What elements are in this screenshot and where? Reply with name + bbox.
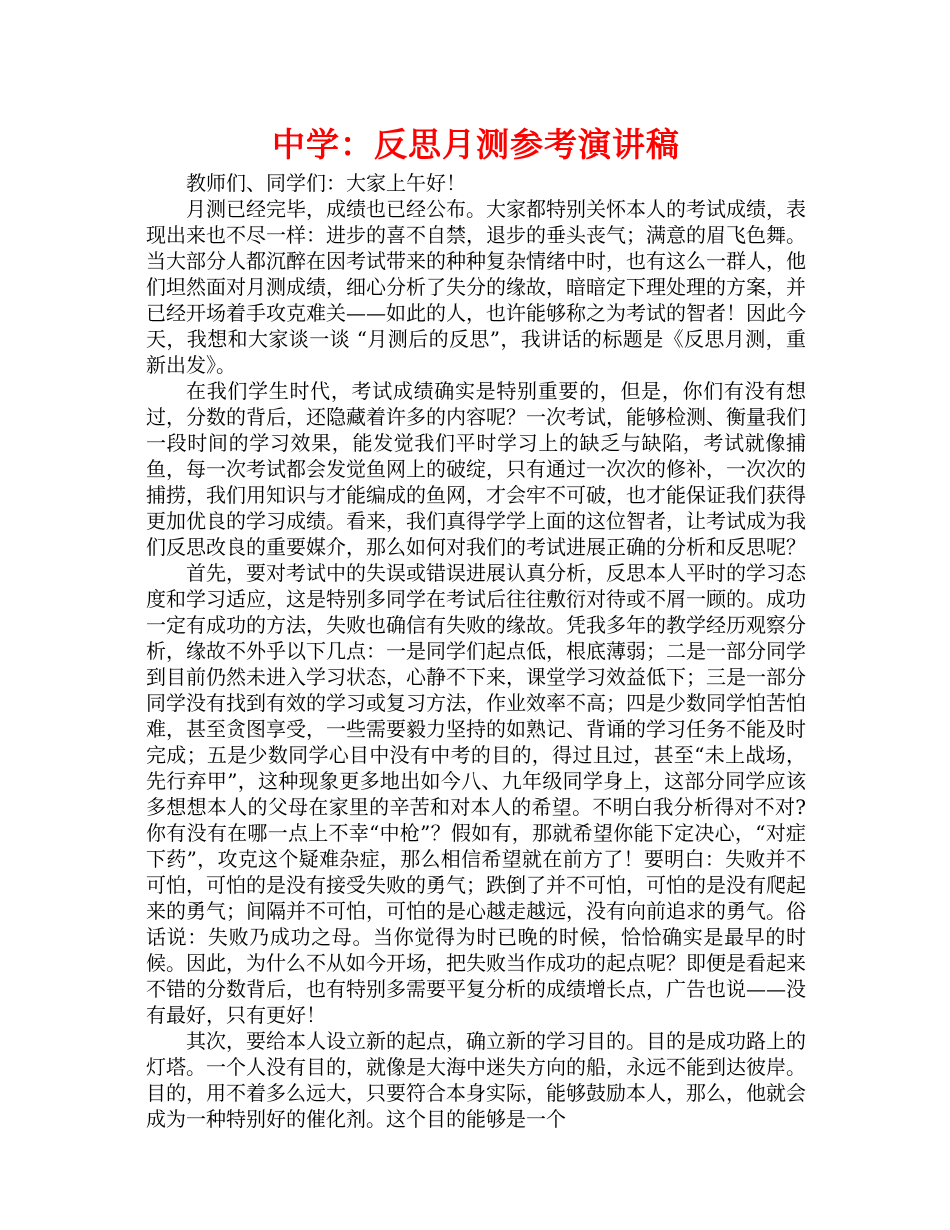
document-title: 中学：反思月测参考演讲稿 (272, 125, 680, 164)
paragraph-first-point: 首先，要对考试中的失误或错误进展认真分析，反思本人平时的学习态度和学习适应，这是特别多同学在考试后往往敷衍对待或不屑一顾的。成功一定有成功的方法，失败也确信有失败的缘故。凭我多年的教学经历观察分析，缘故不外乎以下几点：一是同学们起点低，根底薄弱；二是一部分同学到目前仍然未进入学习状态，心静不下来，课堂学习效益低下；三是一部分同学没有找到有效的学习或复习方法，作业效率不高；四是少数同学怕苦怕难，甚至贪图享受，一些需要毅力坚持的如熟记、背诵的学习任务不能及时完成；五是少数同学心目中没有中考的目的，得过且过，甚至“未上战场，先行弃甲”，这种现象更多地出如今八、九年级同学身上，这部分同学应该多想想本人的父母在家里的辛苦和对本人的希望。不明白我分析得对不对?你有没有在哪一点上不幸“中枪”？假如有，那就希望你能下定决心，“对症下药”，攻克这个疑难杂症，那么相信希望就在前方了！要明白：失败并不可怕，可怕的是没有接受失败的勇气；跌倒了并不可怕，可怕的是没有爬起来的勇气；间隔并不可怕，可怕的是心越走越远，没有向前追求的勇气。俗话说：失败乃成功之母。当你觉得为时已晚的时候，恰恰确实是最早的时候。因此，为什么不从如今开场，把失败当作成功的起点呢？即便是看起来不错的分数背后，也有特别多需要平复分析的成绩增长点，广告也说——没有最好，只有更好！ (146, 561, 806, 1027)
paragraph-intro: 月测已经完毕，成绩也已经公布。大家都特别关怀本人的考试成绩，表现出来也不尽一样：进步的喜不自禁，退步的垂头丧气；满意的眉飞色舞。当大部分人都沉醉在因考试带来的种种复杂情绪中时，也有这么一群人，他们坦然面对月测成绩，细心分析了失分的缘故，暗暗定下理处理的方案，并已经开场着手攻克难关——如此的人，也许能够称之为考试的智者！因此今天，我想和大家谈一谈 “月测后的反思”，我讲话的标题是《反思月测，重新出发》。 (146, 197, 806, 377)
paragraph-greeting: 教师们、同学们：大家上午好！ (186, 171, 466, 195)
document-page (146, 120, 806, 1132)
paragraph-second-point: 其次，要给本人设立新的起点，确立新的学习目的。目的是成功路上的灯塔。一个人没有目的，就像是大海中迷失方向的船，永远不能到达彼岸。目的，用不着多么远大，只要符合本身实际，能够鼓励本人，那么，他就会成为一种特别好的催化剂。这个目的能够是一个 (146, 1029, 806, 1131)
paragraph-importance: 在我们学生时代，考试成绩确实是特别重要的，但是，你们有没有想过，分数的背后，还隐藏着许多的内容呢？一次考试，能够检测、衡量我们一段时间的学习效果，能发觉我们平时学习上的缺乏与缺陷，考试就像捕鱼，每一次考试都会发觉鱼网上的破绽，只有通过一次次的修补，一次次的捕捞，我们用知识与才能编成的鱼网，才会牢不可破，也才能保证我们获得更加优良的学习成绩。看来，我们真得学学上面的这位智者，让考试成为我们反思改良的重要媒介，那么如何对我们的考试进展正确的分析和反思呢？ (146, 379, 806, 559)
